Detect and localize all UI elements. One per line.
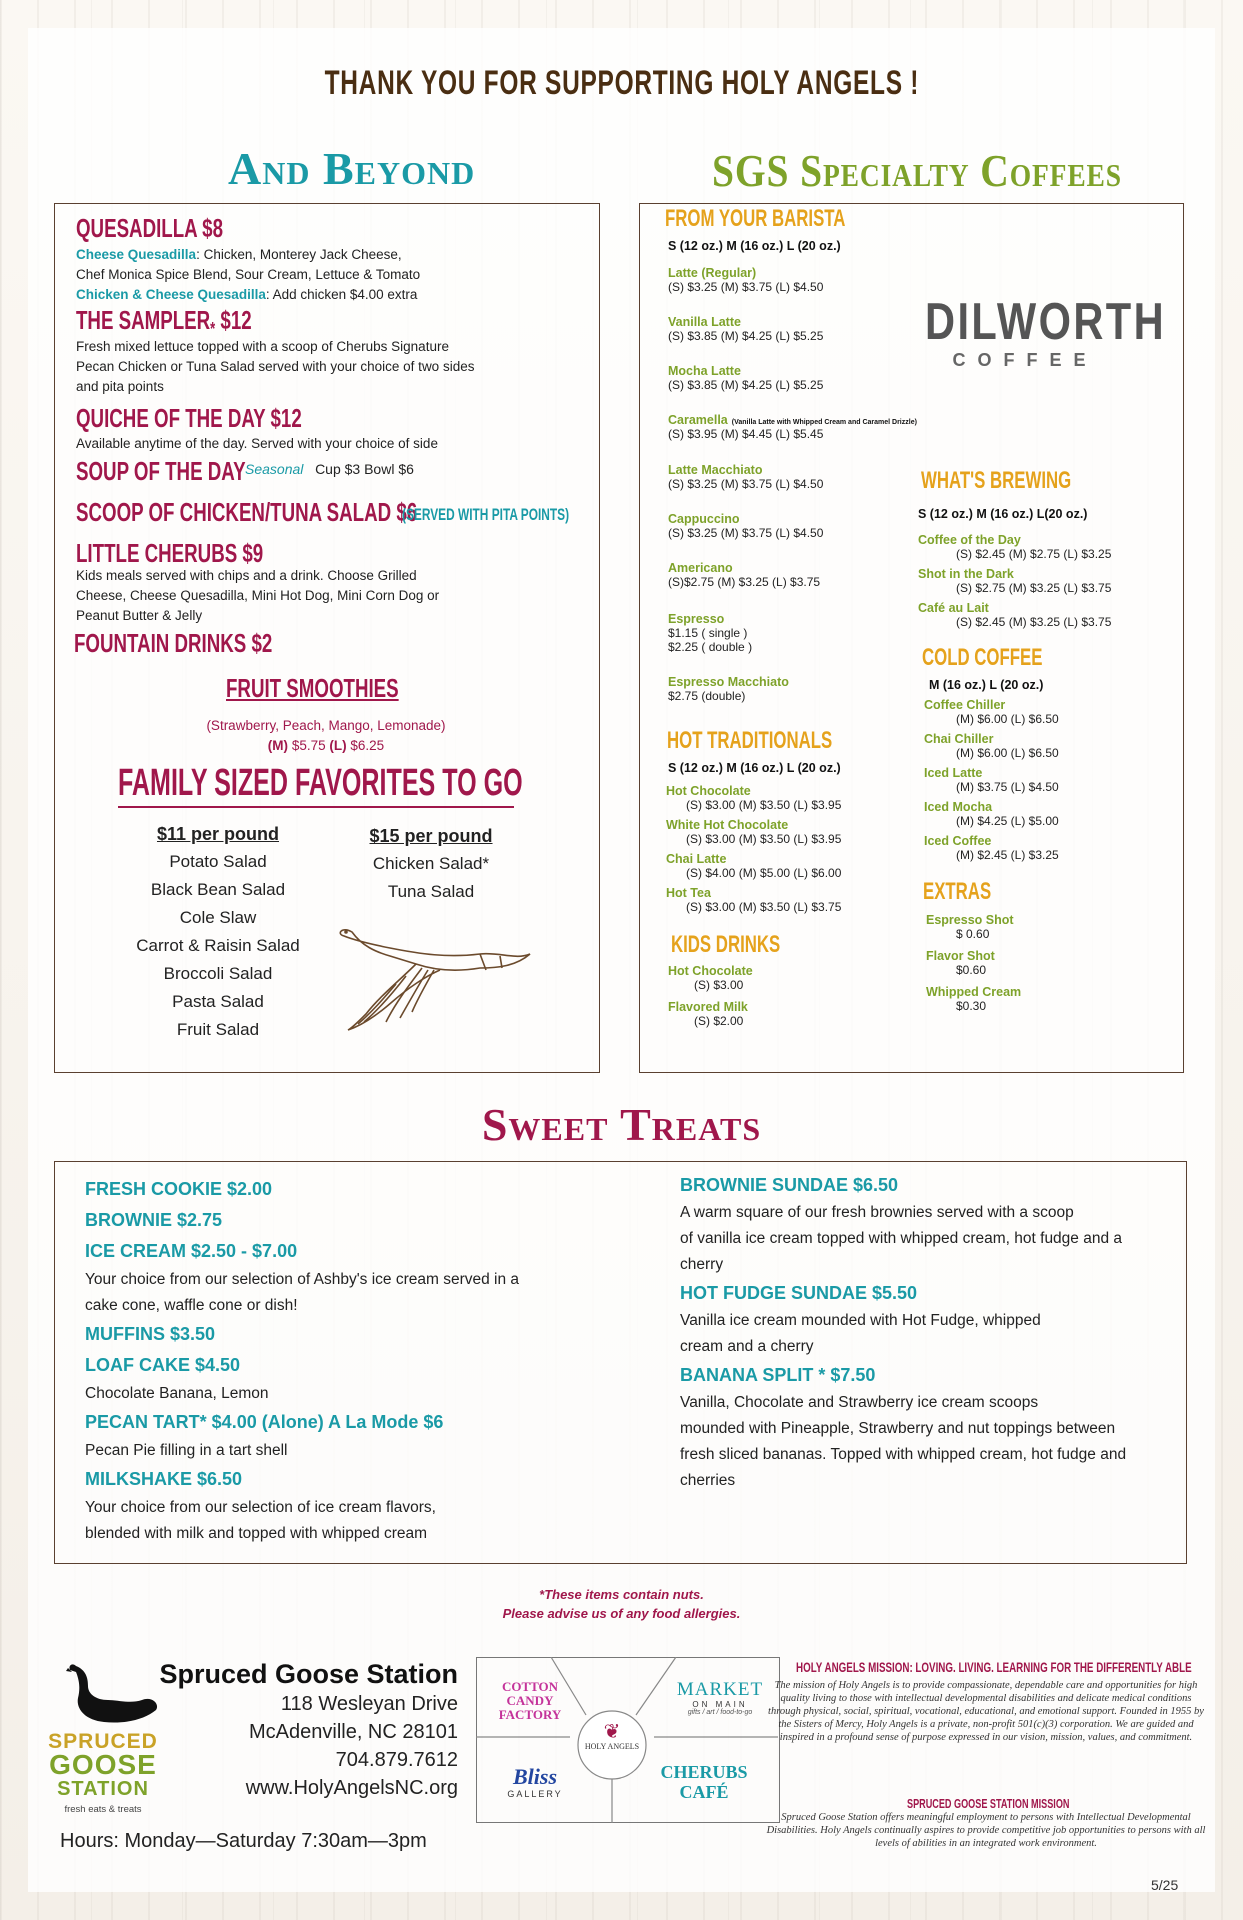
address-line2: McAdenville, NC 28101 [249,1721,458,1743]
salad-item: Carrot & Raisin Salad [136,936,300,955]
flying-goose-illustration [330,918,536,1034]
hot-drink-name: Hot Tea [666,886,711,900]
quesadilla-title: QUESADILLA $8 [76,213,224,243]
salad-item: Potato Salad [169,852,267,871]
cold-coffee-sizes: M (16 oz.) L (20 oz.) [929,678,1044,692]
cold-coffee-name: Chai Chiller [924,732,994,746]
location-info [148,1658,458,1802]
quiche-title: QUICHE OF THE DAY $12 [76,403,302,433]
barista-title: FROM YOUR BARISTA [665,205,846,232]
hot-drink-name: Chai Latte [666,852,727,866]
smoothie-flavors: (Strawberry, Peach, Mango, Lemonade) [206,718,446,733]
kids-drinks-list [668,964,868,1036]
hot-drink-price: (S) $3.00 (M) $3.50 (L) $3.75 [686,900,842,914]
barista-item-price: (S) $3.25 (M) $3.75 (L) $4.50 [668,280,824,294]
kids-drink-price: (S) $2.00 [694,1014,744,1028]
cold-coffee-title: COLD COFFEE [922,644,1043,671]
extras-title: EXTRAS [923,878,992,905]
cold-coffee-name: Iced Coffee [924,834,992,848]
barista-item-label: Americano [668,561,733,575]
and-beyond-title: And Beyond [228,143,476,194]
hot-traditionals-title: HOT TRADITIONALS [667,727,833,754]
goose-eye [344,930,348,934]
brewed-coffee-item [918,533,1178,567]
ice-cream: ICE CREAM $2.50 - $7.00 [85,1241,298,1261]
hot-drink-item [666,784,926,818]
hot-drink-item [666,852,926,886]
allergy-note: *These items contain nuts. Please advise us of any food allergies. [502,1587,741,1621]
sampler-desc: Fresh mixed lettuce topped with a scoop of Cherubs Signature Pecan Chicken or Tuna Salad served with your choice of two sides and pita points [76,339,475,394]
address-line1: 118 Wesleyan Drive [280,1693,458,1715]
cold-coffee-price: (M) $6.00 (L) $6.50 [956,712,1059,726]
muffins: MUFFINS $3.50 [85,1324,216,1344]
barista-item-price: (S) $3.85 (M) $4.25 (L) $5.25 [668,329,824,343]
extra-name: Espresso Shot [926,913,1014,927]
phone-number: 704.879.7612 [335,1749,458,1771]
fountain-drinks-title: FOUNTAIN DRINKS $2 [74,628,273,658]
brewed-coffee-item [918,567,1178,601]
fresh-cookie: FRESH COOKIE $2.00 [85,1179,273,1199]
kids-drink-price: (S) $3.00 [694,978,744,992]
cold-coffee-name: Coffee Chiller [924,698,1006,712]
page-number: 5/25 [1151,1877,1179,1893]
family-col2: $15 per pound Chicken Salad* Tuna Salad [346,822,516,906]
cold-coffee-item [924,732,1164,766]
barista-item-label: Mocha Latte [668,364,741,378]
kids-drink-name: Flavored Milk [668,1000,748,1014]
store-name: Spruced Goose Station [159,1659,458,1689]
salad-item: Tuna Salad [387,882,475,901]
salad-item: Fruit Salad [176,1020,260,1039]
extra-item [926,913,1126,949]
scoop-note: (SERVED WITH PITA POINTS) [402,505,570,524]
little-cherubs-desc: Kids meals served with chips and a drink. Choose Grilled Cheese, Cheese Quesadilla, Mini Hot Dog, Mini Corn Dog or Peanut Butter & Jelly [76,568,440,623]
loaf-cake: LOAF CAKE $4.50 [85,1355,241,1375]
barista-item-name [668,266,998,280]
holy-angels-emblem-icon: ❦ [603,1721,621,1743]
brewed-coffee-price: (S) $2.75 (M) $3.25 (L) $3.75 [956,581,1112,595]
sgs-mission-title: SPRUCED GOOSE STATION MISSION [907,1796,1070,1811]
cold-coffee-price: (M) $2.45 (L) $3.25 [956,848,1059,862]
sampler-title: THE $SAMPLER_*$ $12 [76,305,252,339]
extra-price: $0.60 [956,963,987,977]
treats-left-col: FRESH COOKIE $2.00 BROWNIE $2.75 ICE CREAM $2.50 - $7.00 Your choice from our selection of Ashby's ice cream served in a cake cone, waffle cone or dish! MUFFINS $3.50 LOAF CAKE $4.50 Chocolate Banana, Lemon PECAN TART* $4.00 (Alone) A La Mode $6 Pecan Pie filling in a tart shell MILKSHAKE $6.50 Your choice from our selection of ice cream flavors, blended with milk and topped with whipped cream [85,1174,605,1547]
sweet-treats-title: Sweet Treats [481,1099,762,1150]
hot-drink-price: (S) $4.00 (M) $5.00 (L) $6.00 [686,866,842,880]
holy-angels-mission-title: HOLY ANGELS MISSION: LOVING. LIVING. LEARNING FOR THE DIFFERENTLY ABLE [796,1659,1192,1675]
whats-brewing-sizes: S (12 oz.) M (16 oz.) L(20 oz.) [918,507,1088,521]
cotton-candy-factory-logo: COTTON CANDY FACTORY [498,1679,562,1722]
brownie-sundae: BROWNIE SUNDAE $6.50 [680,1175,899,1195]
quesadilla-desc: Cheese Quesadilla: Chicken, Monterey Jack Cheese, Chef Monica Spice Blend, Sour Cream, Lettuce & Tomato Chicken & Cheese Quesadilla: Add chicken $4.00 extra [76,247,421,302]
spruced-goose-logo: SPRUCED GOOSE STATION fresh eats & treats [48,1730,158,1815]
barista-item-price: (S) $3.85 (M) $4.25 (L) $5.25 [668,378,824,392]
pecan-tart: PECAN TART* $4.00 (Alone) A La Mode $6 [85,1412,444,1432]
soup-row: SOUP OF THE DAY [76,456,246,486]
family-favorites-title: FAMILY SIZED FAVORITES TO GO [118,762,523,804]
cold-coffee-price: (M) $3.75 (L) $4.50 [956,780,1059,794]
holy-angels-mission-text: The mission of Holy Angels is to provide compassionate, dependable care and opportunities for high quality living to those with intellectual developmental disabilities and delicate medical conditions through physical, social, spiritual, vocational, educational, and emotional support. Founded in 1955 by the Sisters of Mercy, Holy Angels is a private, non-profit 501(c)(3) corporation. We are guided and inspired in a profound sense of purpose expressed in our vision, mission, values, and commitment. [768,1680,1204,1743]
extra-price: $ 0.60 [956,927,990,941]
hot-fudge-sundae: HOT FUDGE SUNDAE $5.50 [680,1283,918,1303]
hot-drink-price: (S) $3.00 (M) $3.50 (L) $3.95 [686,832,842,846]
bliss-gallery-logo: Bliss GALLERY [507,1764,563,1799]
cold-coffee-item [924,766,1164,800]
brewed-coffee-name: Shot in the Dark [918,567,1014,581]
salad-item: Pasta Salad [172,992,264,1011]
scoop-title: SCOOP OF CHICKEN/TUNA SALAD $6 [76,497,418,527]
market-on-main-logo: MARKET ON MAIN gifts / art / food-to-go [676,1679,764,1716]
cold-coffee-item [924,800,1164,834]
extra-name: Flavor Shot [926,949,995,963]
barista-item-price: (S) $3.25 (M) $3.75 (L) $4.50 [668,477,824,491]
barista-item-price: (S)$2.75 (M) $3.25 (L) $3.75 [668,575,821,589]
extra-item [926,985,1126,1021]
barista-item-label: Vanilla Latte [668,315,741,329]
hot-traditionals-sizes: S (12 oz.) M (16 oz.) L (20 oz.) [668,761,841,775]
barista-item-price: (S) $3.25 (M) $3.75 (L) $4.50 [668,526,824,540]
barista-sizes: S (12 oz.) M (16 oz.) L (20 oz.) [668,239,841,253]
barista-item-label: Caramella [668,413,728,427]
cold-coffee-price: (M) $4.25 (L) $5.00 [956,814,1059,828]
smoothie-prices: (M) $5.75 (L) $6.25 [267,738,385,753]
barista-item-label: Cappuccino [668,512,740,526]
barista-item [668,413,998,463]
extra-price: $0.30 [956,999,987,1013]
brewed-coffee-name: Coffee of the Day [918,533,1021,547]
espresso-macchiato-item: Espresso Macchiato $2.75 (double) [668,675,789,703]
cold-coffee-name: Iced Mocha [924,800,993,814]
barista-item-price: (S) $3.95 (M) $4.45 (L) $5.45 [668,427,824,441]
cold-coffee-name: Iced Latte [924,766,983,780]
milkshake: MILKSHAKE $6.50 [85,1469,243,1489]
salad-item: Cole Slaw [179,908,257,927]
salad-item: Chicken Salad* [372,854,490,873]
extras-list [926,913,1126,1021]
dilworth-coffee-logo: DILWORTH COFFEE [925,293,1167,370]
sgs-mission-text: Spruced Goose Station offers meaningful employment to persons with Intellectual Developmental Disabilities. Holy Angels continually aspires to provide competitive job opportunities to persons with all levels of abilities in an integrated work environment. [766,1812,1206,1849]
hot-drink-item [666,886,926,920]
little-cherubs-title: LITTLE CHERUBS $9 [76,538,264,568]
hot-drink-price: (S) $3.00 (M) $3.50 (L) $3.95 [686,798,842,812]
treats-right-col: BROWNIE SUNDAE $6.50 A warm square of our fresh brownies served with a scoop of vanilla ice cream topped with whipped cream, hot fudge and a cherry HOT FUDGE SUNDAE $5.50 Vanilla ice cream mounded with Hot Fudge, whipped cream and a cherry BANANA SPLIT * $7.50 Vanilla, Chocolate and Strawberry ice cream scoops mounded with Pineapple, Strawberry and nut toppings between fresh sliced bananas. Topped with whipped cream, hot fudge and cherries [680,1170,1185,1494]
family-col1: $11 per pound Potato Salad Black Bean Salad Cole Slaw Carrot & Raisin Salad Broccoli Salad Pasta Salad Fruit Salad [128,820,308,1044]
store-hours: Hours: Monday—Saturday 7:30am—3pm [60,1830,427,1852]
barista-item-name [668,413,998,427]
thank-you-banner: THANK YOU FOR SUPPORTING HOLY ANGELS ! [324,64,919,102]
salad-item: Black Bean Salad [150,880,286,899]
cold-coffee-item [924,834,1164,868]
barista-item [668,364,998,413]
brewed-coffee-name: Café au Lait [918,601,989,615]
banana-split: BANANA SPLIT * $7.50 [680,1365,876,1385]
specialty-coffees-title: SGS Specialty Coffees [712,145,1122,196]
extra-item [926,949,1126,985]
soup-extras: Seasonal Cup $3 Bowl $6 [245,461,414,477]
whats-brewing-title: WHAT'S BREWING [921,467,1072,494]
brewed-coffee-price: (S) $2.45 (M) $2.75 (L) $3.25 [956,547,1112,561]
cold-coffee-list [924,698,1164,868]
cold-coffee-item [924,698,1164,732]
family-title-underline [118,806,514,808]
brewed-coffee-price: (S) $2.45 (M) $3.25 (L) $3.75 [956,615,1112,629]
hot-drink-name: White Hot Chocolate [666,818,789,832]
cold-coffee-price: (M) $6.00 (L) $6.50 [956,746,1059,760]
barista-item-label: Latte (Regular) [668,266,757,280]
kids-drink-name: Hot Chocolate [668,964,753,978]
hot-drink-name: Hot Chocolate [666,784,751,798]
smoothies-title: FRUIT SMOOTHIES [226,673,399,703]
brewed-coffee-item [918,601,1178,635]
hot-traditionals-list [666,784,926,920]
barista-item-label: Latte Macchiato [668,463,763,477]
website-link[interactable]: www.HolyAngelsNC.org [245,1777,458,1799]
salad-item: Broccoli Salad [163,964,273,983]
holy-angels-logo: ❦ HOLY ANGELS [580,1722,644,1751]
espresso-item: Espresso $1.15 ( single ) $2.25 ( double ) [668,612,753,654]
kids-drinks-title: KIDS DRINKS [671,931,781,958]
kids-drink-item [668,1000,868,1036]
barista-item-note: (Vanilla Latte with Whipped Cream and Caramel Drizzle) [731,419,917,426]
extra-name: Whipped Cream [926,985,1022,999]
brownie: BROWNIE $2.75 [85,1210,223,1230]
whats-brewing-list [918,533,1178,635]
quiche-desc: Available anytime of the day. Served with your choice of side [76,436,438,451]
hot-drink-item [666,818,926,852]
kids-drink-item [668,964,868,1000]
cherubs-cafe-logo: CHERUBS CAFÉ [660,1762,748,1802]
